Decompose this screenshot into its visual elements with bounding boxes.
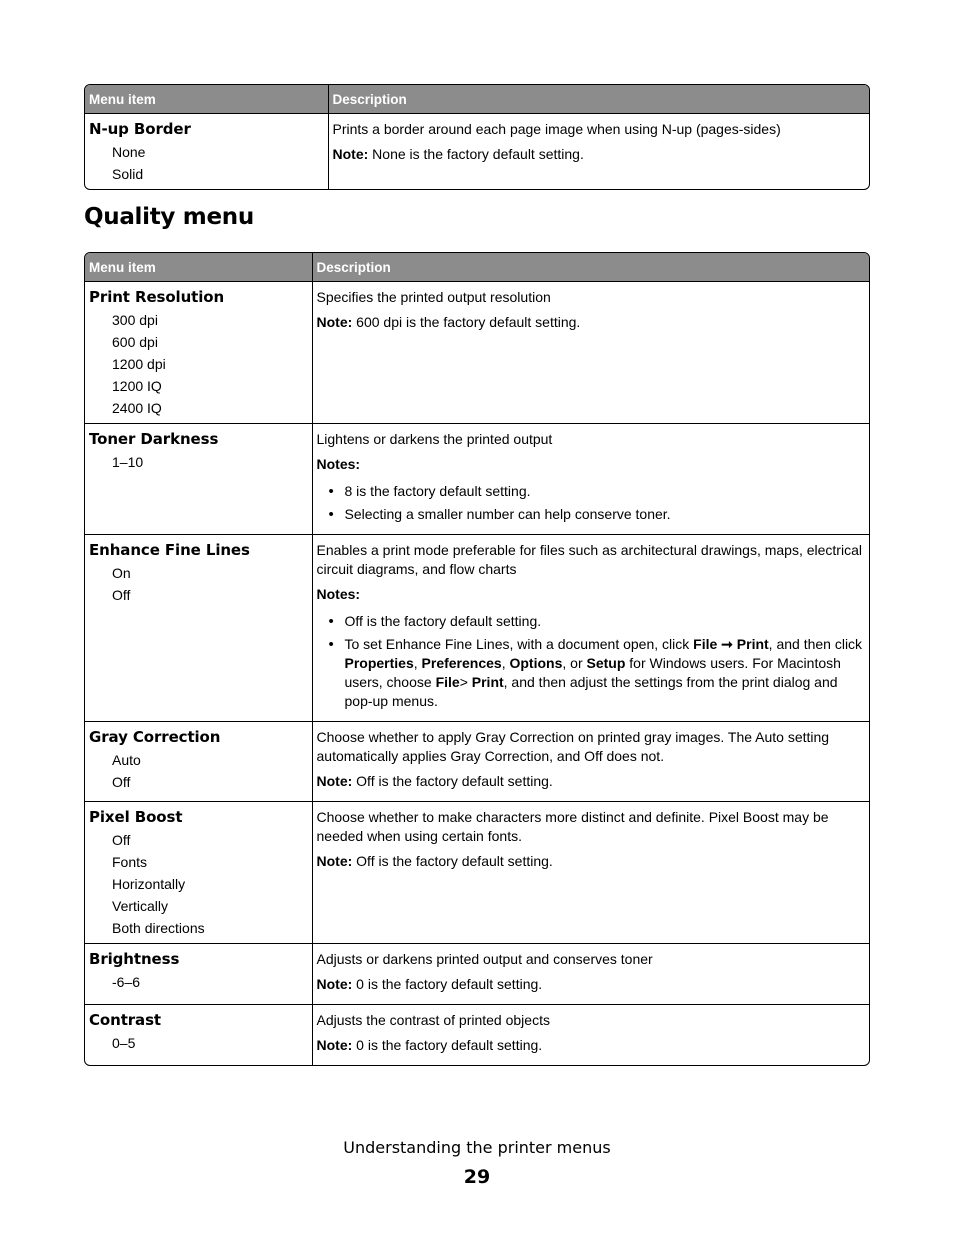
description-text: Choose whether to make characters more distinct and definite. Pixel Boost may be needed when using certain fonts. bbox=[316, 809, 829, 844]
menu-option: Solid bbox=[112, 166, 144, 182]
page-number: 29 bbox=[463, 1166, 491, 1188]
description-text: Adjusts or darkens printed output and conserves toner bbox=[316, 951, 653, 967]
header-menu-item: Menu item bbox=[85, 253, 312, 282]
note-text: Off is the factory default setting. bbox=[352, 853, 553, 869]
menu-option: Horizontally bbox=[112, 876, 186, 892]
menu-item-cell bbox=[85, 944, 312, 1005]
note-text: 0 is the factory default setting. bbox=[352, 1037, 543, 1053]
menu-item-name: Enhance Fine Lines bbox=[89, 541, 250, 559]
list-item: • Off is the factory default setting. bbox=[317, 612, 866, 631]
bullet-text: for Windows users. For Macintosh users, choose bbox=[344, 655, 841, 690]
nup-border-table bbox=[84, 84, 870, 190]
table-row bbox=[85, 722, 869, 802]
menu-option: 1200 IQ bbox=[112, 378, 162, 394]
setup-command: Setup bbox=[586, 655, 626, 671]
description-text: Specifies the printed output resolution bbox=[316, 289, 551, 305]
section-title: Quality menu bbox=[84, 204, 254, 230]
menu-option: Auto bbox=[112, 752, 141, 768]
note-text: Off is the factory default setting. bbox=[352, 773, 553, 789]
menu-option: 1–10 bbox=[112, 454, 144, 470]
menu-option: -6–6 bbox=[112, 974, 141, 990]
menu-item-cell bbox=[85, 424, 312, 535]
description-cell bbox=[312, 944, 869, 1005]
menu-item-cell bbox=[85, 722, 312, 802]
separator: > bbox=[459, 674, 468, 690]
note-label: Note: bbox=[316, 853, 353, 869]
menu-item-cell bbox=[85, 114, 328, 190]
note-label: Note: bbox=[316, 314, 353, 330]
header-menu-item: Menu item bbox=[85, 85, 328, 114]
description-text: Prints a border around each page image when using N-up (pages-sides) bbox=[332, 121, 781, 137]
header-description: Description bbox=[312, 253, 869, 282]
menu-item-name: N-up Border bbox=[89, 120, 191, 138]
menu-option: Both directions bbox=[112, 920, 205, 936]
notes-list bbox=[317, 482, 866, 524]
description-text: Enables a print mode preferable for files such as architectural drawings, maps, electrical circuit diagrams, and flow charts bbox=[316, 542, 862, 577]
menu-option: 600 dpi bbox=[112, 334, 158, 350]
description-text: Choose whether to apply Gray Correction on printed gray images. The Auto setting automatically applies Gray Correction, and Off does not. bbox=[316, 729, 830, 764]
table-row bbox=[85, 944, 869, 1005]
description-cell bbox=[312, 1005, 869, 1066]
quality-menu-table bbox=[84, 252, 870, 1066]
description-cell bbox=[312, 424, 869, 535]
note-text: None is the factory default setting. bbox=[368, 146, 584, 162]
options-command: Options bbox=[509, 655, 563, 671]
note bbox=[317, 1036, 866, 1055]
note bbox=[333, 145, 866, 164]
menu-item-name: Print Resolution bbox=[89, 288, 225, 306]
note bbox=[317, 772, 866, 791]
table-row bbox=[85, 535, 869, 722]
footer-chapter-title: Understanding the printer menus bbox=[343, 1138, 611, 1157]
print-command: Print bbox=[471, 674, 504, 690]
preferences-command: Preferences bbox=[421, 655, 502, 671]
table-row bbox=[85, 802, 869, 944]
note-label: Note: bbox=[332, 146, 369, 162]
menu-item-name: Toner Darkness bbox=[89, 430, 219, 448]
arrow-icon: ➞ bbox=[717, 636, 737, 652]
header-description: Description bbox=[328, 85, 869, 114]
menu-option: 300 dpi bbox=[112, 312, 158, 328]
notes-label: Notes: bbox=[316, 456, 361, 472]
notes-list bbox=[317, 612, 866, 711]
note-label: Note: bbox=[316, 976, 353, 992]
note-text: 0 is the factory default setting. bbox=[352, 976, 543, 992]
bullet-text: To set Enhance Fine Lines, with a document open, click bbox=[344, 636, 694, 652]
menu-option: None bbox=[112, 144, 146, 160]
menu-option: 2400 IQ bbox=[112, 400, 162, 416]
bullet-text: , and then click bbox=[768, 636, 863, 652]
bullet-text: , and then adjust the settings from the print dialog and pop-up menus. bbox=[344, 674, 838, 709]
print-command: Print bbox=[736, 636, 769, 652]
list-item bbox=[317, 635, 866, 711]
note bbox=[317, 852, 866, 871]
menu-item-name: Contrast bbox=[89, 1011, 161, 1029]
menu-option: Off bbox=[112, 774, 131, 790]
file-command: File bbox=[693, 636, 718, 652]
list-item: • Selecting a smaller number can help conserve toner. bbox=[317, 505, 866, 524]
properties-command: Properties bbox=[344, 655, 414, 671]
file-command: File bbox=[435, 674, 460, 690]
description-text: Adjusts the contrast of printed objects bbox=[316, 1012, 550, 1028]
menu-item-cell bbox=[85, 535, 312, 722]
menu-option: 0–5 bbox=[112, 1035, 136, 1051]
menu-item-cell bbox=[85, 802, 312, 944]
menu-option: Off bbox=[112, 587, 131, 603]
menu-option: Off bbox=[112, 832, 131, 848]
note bbox=[317, 313, 866, 332]
menu-option: On bbox=[112, 565, 131, 581]
menu-item-cell bbox=[85, 282, 312, 424]
menu-item-name: Pixel Boost bbox=[89, 808, 183, 826]
note-label: Note: bbox=[316, 1037, 353, 1053]
notes-label: Notes: bbox=[316, 586, 361, 602]
table-row bbox=[85, 1005, 869, 1066]
separator: , bbox=[413, 655, 422, 671]
table-row bbox=[85, 114, 869, 190]
separator: , bbox=[501, 655, 510, 671]
table-row bbox=[85, 282, 869, 424]
note-label: Note: bbox=[316, 773, 353, 789]
menu-item-name: Gray Correction bbox=[89, 728, 221, 746]
description-cell bbox=[312, 282, 869, 424]
separator: , or bbox=[562, 655, 587, 671]
list-item: • 8 is the factory default setting. bbox=[317, 482, 866, 501]
menu-option: 1200 dpi bbox=[112, 356, 166, 372]
note-text: 600 dpi is the factory default setting. bbox=[352, 314, 581, 330]
menu-option: Fonts bbox=[112, 854, 148, 870]
description-cell bbox=[312, 802, 869, 944]
menu-option: Vertically bbox=[112, 898, 169, 914]
menu-item-cell bbox=[85, 1005, 312, 1066]
note bbox=[317, 975, 866, 994]
description-cell bbox=[312, 535, 869, 722]
description-cell bbox=[312, 722, 869, 802]
table-row bbox=[85, 424, 869, 535]
description-cell bbox=[328, 114, 869, 190]
description-text: Lightens or darkens the printed output bbox=[316, 431, 553, 447]
menu-item-name: Brightness bbox=[89, 950, 180, 968]
